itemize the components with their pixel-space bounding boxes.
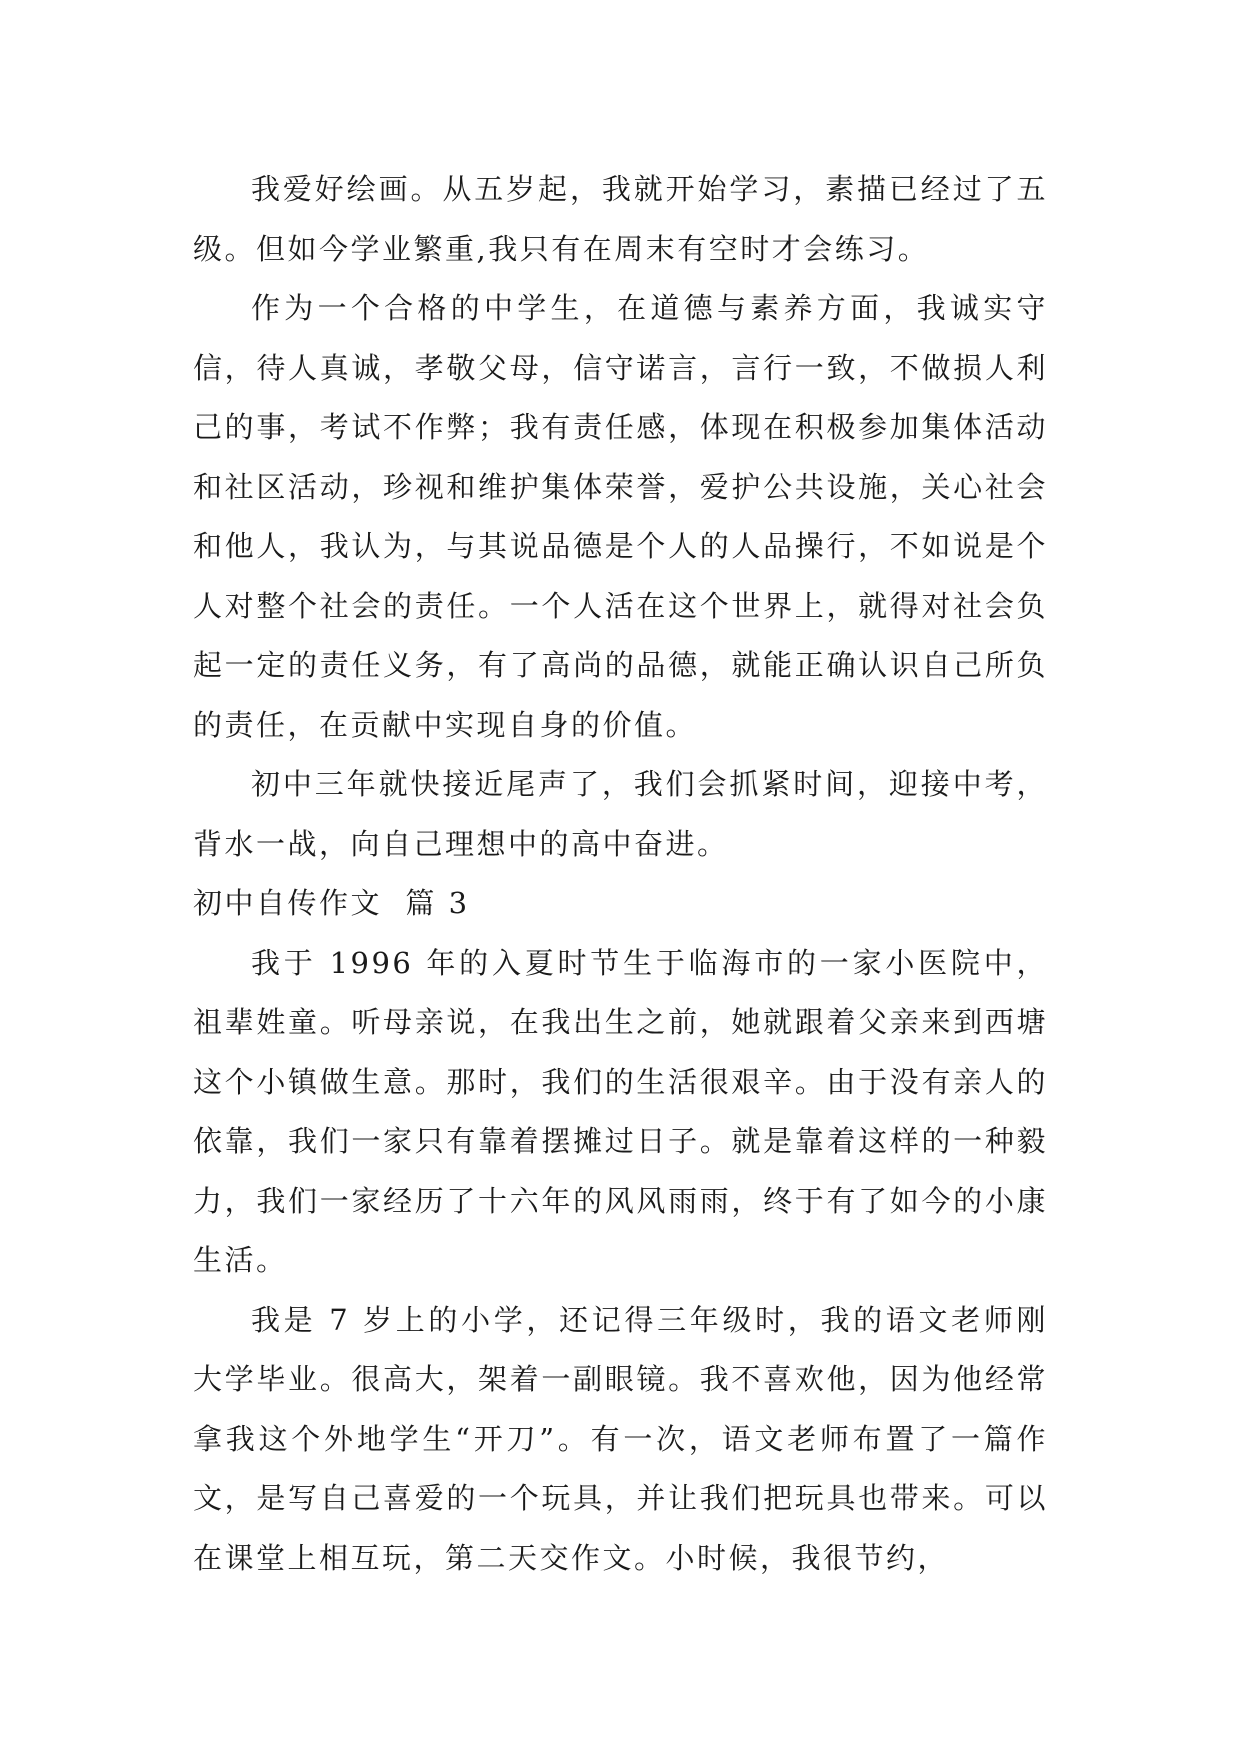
paragraph-exam-preparation: 初中三年就快接近尾声了，我们会抓紧时间，迎接中考，背水一战，向自己理想中的高中奋进。: [193, 767, 1048, 861]
paragraph-drawing-hobby: 我爱好绘画。从五岁起，我就开始学习，素描已经过了五级。但如今学业繁重,我只有在周末有空时才会练习。: [193, 172, 1048, 266]
paragraph-moral-character: 作为一个合格的中学生，在道德与素养方面，我诚实守信，待人真诚，孝敬父母，信守诺言，言行一致，不做损人利己的事，考试不作弊；我有责任感，体现在积极参加集体活动和社区活动，珍视和维护集体荣誉，爱护公共设施，关心社会和他人，我认为，与其说品德是个人的人品操行，不如说是个人对整个社会的责任。一个人活在这个世界上，就得对社会负起一定的责任义务，有了高尚的品德，就能正确认识自己所负的责任，在贡献中实现自身的价值。: [193, 291, 1048, 742]
section-heading: 初中自传作文 篇 3: [193, 886, 470, 920]
document-body: [193, 160, 1048, 1588]
paragraph-primary-school: 我是 7 岁上的小学，还记得三年级时，我的语文老师刚大学毕业。很高大，架着一副眼镜。我不喜欢他，因为他经常拿我这个外地学生“开刀”。有一次，语文老师布置了一篇作文，是写自己喜爱的一个玩具，并让我们把玩具也带来。可以在课堂上相互玩，第二天交作文。小时候，我很节约，: [193, 1302, 1048, 1575]
paragraph-birth-family: 我于 1996 年的入夏时节生于临海市的一家小医院中，祖辈姓童。听母亲说，在我出生之前，她就跟着父亲来到西塘这个小镇做生意。那时，我们的生活很艰辛。由于没有亲人的依靠，我们一家只有靠着摆摊过日子。就是靠着这样的一种毅力，我们一家经历了十六年的风风雨雨，终于有了如今的小康生活。: [193, 945, 1048, 1277]
